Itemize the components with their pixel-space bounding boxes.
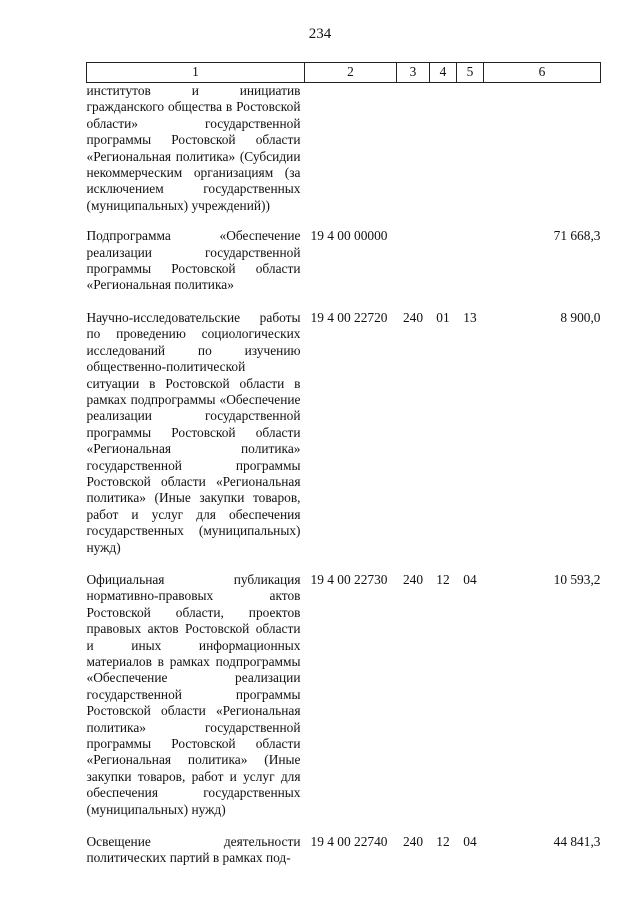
row-col3	[397, 83, 430, 229]
row-amount: 44 841,3	[553, 834, 601, 850]
row-amount: 71 668,3	[553, 228, 601, 244]
table-row	[87, 572, 601, 834]
row-name: институтов и инициатив гражданского общества в Ростовской области» государственной программы Ростовской области «Региональная политика» (Субсидии некоммерческим организациям (за исключением государственных (муниципальных) учреждений))	[86, 83, 301, 213]
row-col3: 240	[402, 571, 424, 587]
row-name: Освещение деятельности политических партий в рамках под-	[86, 834, 301, 866]
row-col4: 12	[436, 834, 450, 850]
table-row	[87, 228, 601, 310]
row-name: Научно-исследовательские работы по проведению социологических исследований по изучению общественно-политической ситуации в Ростовской области в рамках подпрограммы «Обеспечение реализации государственной программы Ростовской области «Региональная политика» государственной программы Ростовской области «Региональная политика» (Иные закупки товаров, работ и услуг для обеспечения государственных (муниципальных) нужд)	[86, 309, 301, 555]
row-col5	[457, 228, 484, 310]
column-header: 2	[305, 63, 397, 83]
column-header: 5	[457, 63, 484, 83]
column-header: 4	[430, 63, 457, 83]
row-col3: 240	[402, 309, 424, 325]
table-row	[87, 834, 601, 867]
row-code	[305, 83, 397, 229]
row-col5: 13	[463, 309, 477, 325]
table-row	[87, 83, 601, 229]
row-name: Официальная публикация нормативно-правовых актов Ростовской области, проектов правовых актов Ростовской области и иных информационных материалов в рамках подпрограммы «Обеспечение реализации государственной программы Ростовской области «Региональная политика» государственной программы Ростовской области «Региональная политика» (Иные закупки товаров, работ и услуг для обеспечения государственных (муниципальных) нужд)	[86, 571, 301, 817]
row-name: Подпрограмма «Обеспечение реализации государственной программы Ростовской области «Региональная политика»	[86, 228, 301, 293]
row-amount: 8 900,0	[560, 309, 601, 325]
row-amount	[484, 83, 601, 229]
row-col5: 04	[463, 571, 477, 587]
row-col3: 240	[402, 834, 424, 850]
column-header: 6	[484, 63, 601, 83]
row-code: 19 4 00 22740	[310, 834, 388, 850]
row-col4	[430, 228, 457, 310]
column-header: 3	[397, 63, 430, 83]
row-code: 19 4 00 22730	[310, 571, 388, 587]
row-col3	[397, 228, 430, 310]
row-col4: 12	[436, 571, 450, 587]
row-col4: 01	[436, 309, 450, 325]
column-header-row	[87, 63, 601, 83]
table-row	[87, 310, 601, 572]
row-code: 19 4 00 22720	[310, 309, 388, 325]
column-header: 1	[87, 63, 305, 83]
page-number: 234	[308, 26, 332, 42]
row-amount: 10 593,2	[553, 571, 601, 587]
budget-table	[86, 62, 601, 867]
row-code: 19 4 00 00000	[310, 228, 388, 244]
row-col4	[430, 83, 457, 229]
row-col5	[457, 83, 484, 229]
row-col5: 04	[463, 834, 477, 850]
